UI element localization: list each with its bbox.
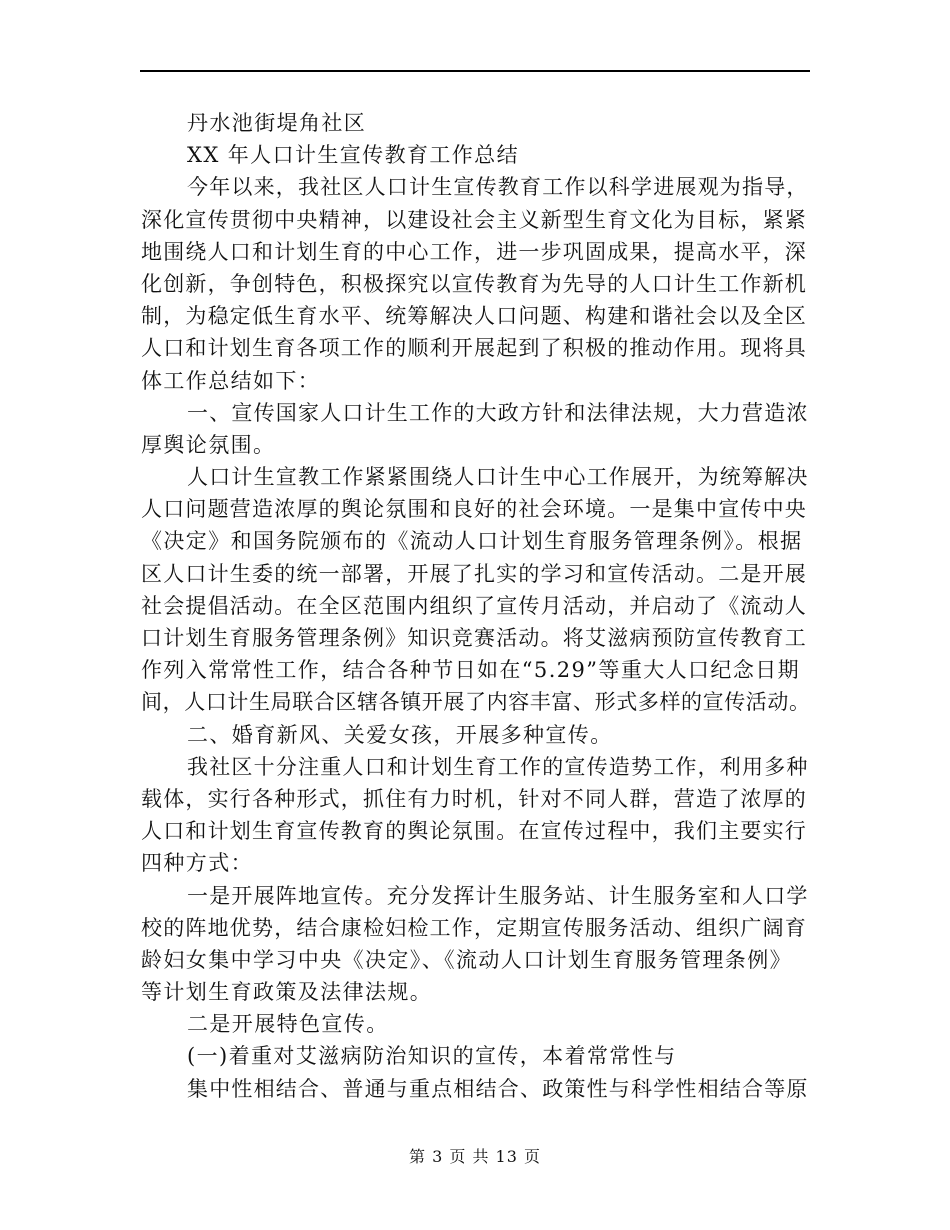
paragraph-line: 我社区十分注重人口和计划生育工作的宣传造势工作，利用多种 — [187, 754, 809, 779]
paragraph-line: 口计划生育服务管理条例》知识竞赛活动。将艾滋病预防宣传教育工 — [141, 626, 807, 650]
paragraph-line: 龄妇女集中学习中央《决定》、《流动人口计划生育服务管理条例》 — [141, 947, 792, 972]
paragraph-line: 制，为稳定低生育水平、统筹解决人口问题、构建和谐社会以及全区 — [141, 304, 807, 329]
paragraph-line: 作列入常常性工作，结合各种节日如在“5.29”等重大人口纪念日期 — [141, 658, 801, 683]
paragraph-line: (一)着重对艾滋病防治知识的宣传，本着常常性与 — [187, 1044, 677, 1069]
document-body — [141, 107, 811, 1105]
paragraph-line: 间，人口计生局联合区辖各镇开展了内容丰富、形式多样的宣传活动。 — [141, 690, 811, 715]
paragraph-line: 深化宣传贯彻中央精神，以建设社会主义新型生育文化为目标，紧紧 — [141, 207, 807, 232]
section-heading: 厚舆论氛围。 — [141, 432, 276, 457]
paragraph-line: 四种方式： — [141, 851, 253, 876]
document-title: XX 年人口计生宣传教育工作总结 — [187, 143, 519, 168]
paragraph-line: 人口计生宣教工作紧紧围绕人口计生中心工作展开，为统筹解决 — [187, 465, 809, 490]
paragraph-line: 区人口计生委的统一部署，开展了扎实的学习和宣传活动。二是开展 — [141, 561, 807, 586]
paragraph-line: 人口和计划生育各项工作的顺利开展起到了积极的推动作用。现将具 — [141, 336, 807, 361]
header-rule — [140, 70, 810, 72]
section-heading: 二、婚育新风、关爱女孩，开展多种宣传。 — [187, 722, 613, 747]
paragraph-line: 人口问题营造浓厚的舆论氛围和良好的社会环境。一是集中宣传中央 — [141, 497, 807, 522]
paragraph-line: 载体，实行各种形式，抓住有力时机，针对不同人群，营造了浓厚的 — [141, 786, 807, 811]
paragraph-line: 人口和计划生育宣传教育的舆论氛围。在宣传过程中，我们主要实行 — [141, 819, 807, 844]
section-heading: 一、宣传国家人口计生工作的大政方针和法律法规，大力营造浓 — [187, 400, 809, 425]
paragraph-line: 今年以来，我社区人口计生宣传教育工作以科学进展观为指导， — [187, 175, 809, 200]
paragraph-line: 体工作总结如下： — [141, 368, 321, 393]
paragraph-line: 《决定》和国务院颁布的《流动人口计划生育服务管理条例》。根据 — [141, 529, 803, 554]
paragraph-line: 化创新，争创特色，积极探究以宣传教育为先导的人口计生工作新机 — [141, 271, 807, 296]
paragraph-line: 校的阵地优势，结合康检妇检工作，定期宣传服务活动、组织广阔育 — [141, 915, 807, 940]
paragraph-line: 集中性相结合、普通与重点相结合、政策性与科学性相结合等原 — [187, 1076, 809, 1101]
paragraph-line: 二是开展特色宣传。 — [187, 1012, 389, 1037]
page-number-footer: 第 3 页 共 13 页 — [409, 1147, 541, 1166]
paragraph-line: 地围绕人口和计划生育的中心工作，进一步巩固成果，提高水平，深 — [141, 239, 807, 264]
paragraph-line: 一是开展阵地宣传。充分发挥计生服务站、计生服务室和人口学 — [187, 883, 809, 908]
paragraph-line: 社会提倡活动。在全区范围内组织了宣传月活动，并启动了《流动人 — [141, 593, 807, 618]
community-name: 丹水池街堤角社区 — [187, 111, 367, 135]
paragraph-line: 等计划生育政策及法律法规。 — [141, 980, 433, 1005]
